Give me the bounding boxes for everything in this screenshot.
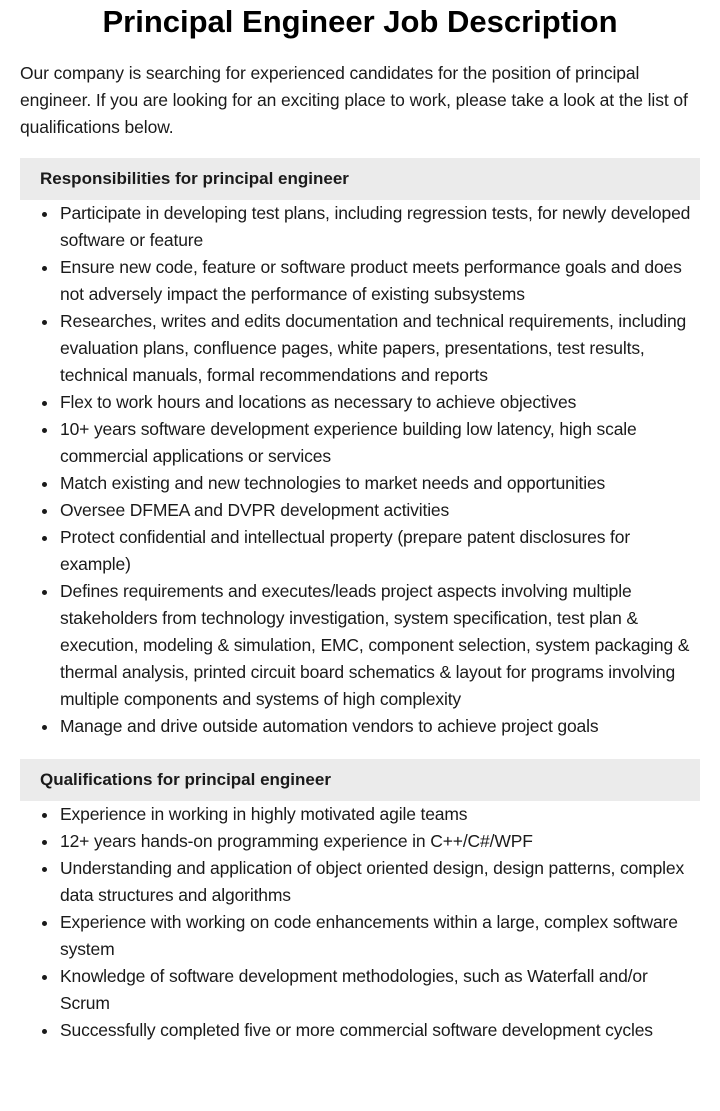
qualifications-heading: Qualifications for principal engineer xyxy=(20,759,700,801)
list-item: Flex to work hours and locations as necessary to achieve objectives xyxy=(20,389,700,416)
list-item: Oversee DFMEA and DVPR development activities xyxy=(20,497,700,524)
list-item: Match existing and new technologies to market needs and opportunities xyxy=(20,470,700,497)
list-item: Defines requirements and executes/leads project aspects involving multiple stakeholders from technology investigation, system specification, test plan & execution, modeling & simulation, EMC, component selection, system packaging & thermal analysis, printed circuit board schematics & layout for programs involving multiple components and systems of high complexity xyxy=(20,578,700,713)
list-item: 12+ years hands-on programming experience in C++/C#/WPF xyxy=(20,828,700,855)
list-item: Experience with working on code enhancements within a large, complex software system xyxy=(20,909,700,963)
list-item: Knowledge of software development methodologies, such as Waterfall and/or Scrum xyxy=(20,963,700,1017)
qualifications-list xyxy=(20,801,700,1044)
list-item: 10+ years software development experience building low latency, high scale commercial applications or services xyxy=(20,416,700,470)
list-item: Experience in working in highly motivated agile teams xyxy=(20,801,700,828)
list-item: Manage and drive outside automation vendors to achieve project goals xyxy=(20,713,700,740)
list-item: Successfully completed five or more commercial software development cycles xyxy=(20,1017,700,1044)
responsibilities-list xyxy=(20,200,700,740)
list-item: Researches, writes and edits documentation and technical requirements, including evaluation plans, confluence pages, white papers, presentations, test results, technical manuals, formal recommendations and reports xyxy=(20,308,700,389)
responsibilities-heading: Responsibilities for principal engineer xyxy=(20,158,700,200)
page-title: Principal Engineer Job Description xyxy=(102,4,618,39)
list-item: Participate in developing test plans, including regression tests, for newly developed software or feature xyxy=(20,200,700,254)
list-item: Protect confidential and intellectual property (prepare patent disclosures for example) xyxy=(20,524,700,578)
intro-paragraph: Our company is searching for experienced candidates for the position of principal engineer. If you are looking for an exciting place to work, please take a look at the list of qualifications below. xyxy=(20,63,688,137)
list-item: Understanding and application of object oriented design, design patterns, complex data structures and algorithms xyxy=(20,855,700,909)
list-item: Ensure new code, feature or software product meets performance goals and does not adversely impact the performance of existing subsystems xyxy=(20,254,700,308)
